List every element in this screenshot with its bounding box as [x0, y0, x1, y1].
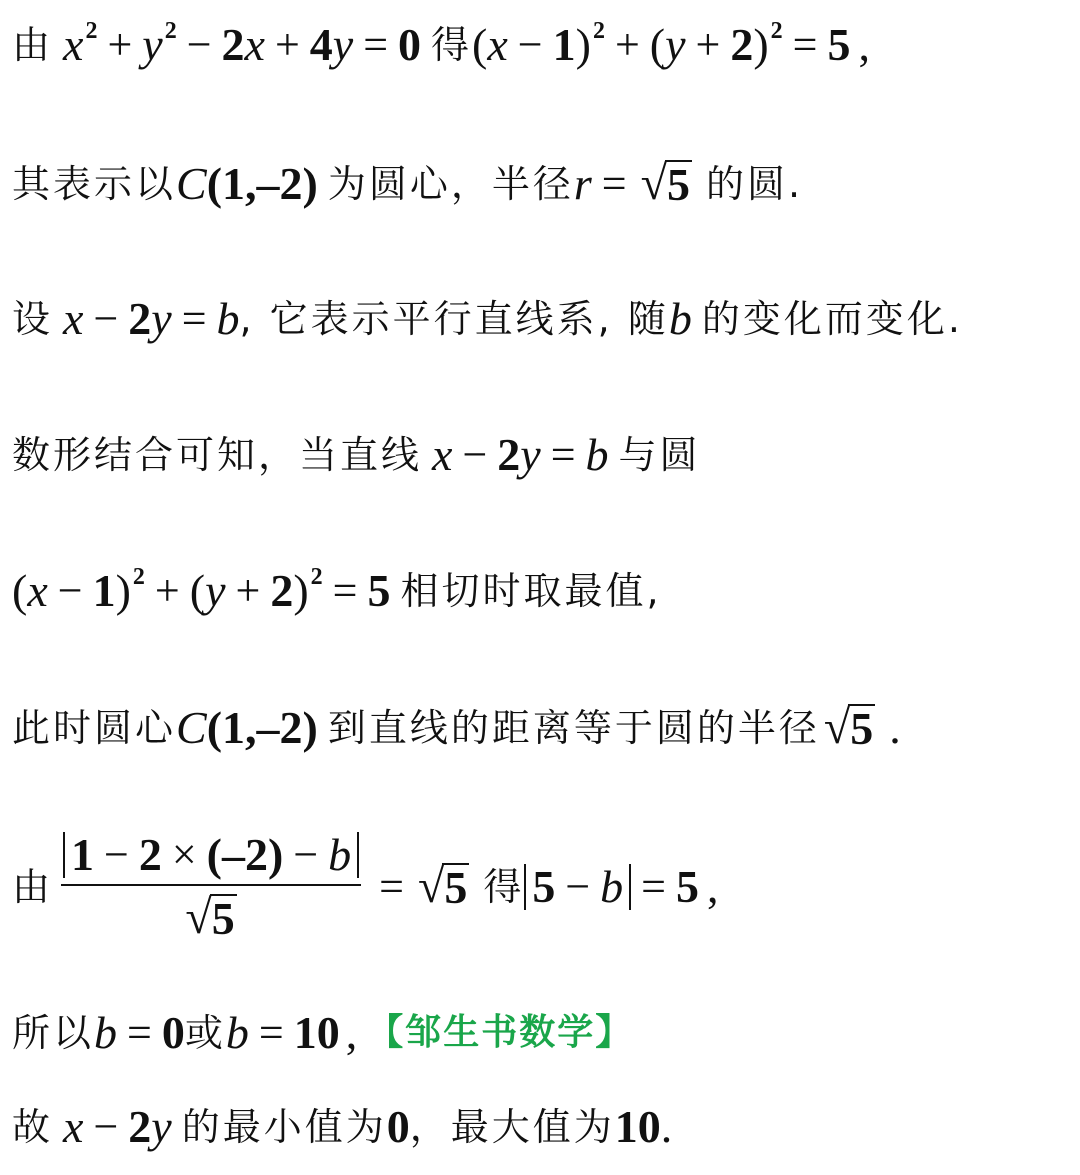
comma: , — [245, 702, 257, 753]
line-6 — [12, 701, 901, 754]
op-minus: − — [93, 294, 119, 343]
comma: , — [858, 19, 870, 70]
var-x: x — [63, 19, 84, 70]
op-minus: − — [57, 566, 83, 615]
text-you: 由 — [12, 865, 54, 909]
comma: , — [245, 158, 257, 209]
paren-open: ( — [472, 19, 488, 70]
var-x: x — [244, 19, 265, 70]
num-2: 2 — [221, 19, 245, 70]
op-minus: − — [104, 830, 129, 879]
sqrt-5 — [417, 860, 469, 913]
op-eq: = — [363, 20, 389, 69]
line-7 — [12, 829, 719, 944]
line-3 — [12, 293, 963, 344]
sqrt-5 — [640, 157, 692, 210]
num-2: 2 — [497, 429, 521, 480]
var-x: x — [63, 1101, 84, 1152]
num-5: 5 — [850, 703, 874, 754]
num-1: 1 — [92, 565, 116, 616]
text: 所以 — [12, 1011, 95, 1055]
num-1: 1 — [222, 702, 246, 753]
exp: 2 — [132, 564, 145, 590]
num-2: 2 — [128, 293, 152, 344]
exp: 2 — [592, 18, 605, 44]
line-9 — [12, 1101, 673, 1152]
op-eq: = — [601, 159, 627, 208]
op-minus: − — [565, 862, 591, 911]
paren-close: ) — [575, 19, 591, 70]
text: 其表示以 — [12, 162, 177, 206]
text: , 它表示平行直线系, 随 — [239, 297, 669, 341]
var-x: x — [27, 565, 48, 616]
brand-watermark: 【邹生书数学】 — [367, 1012, 634, 1053]
line-5 — [12, 564, 662, 616]
line-8 — [12, 1007, 634, 1058]
num-5: 5 — [367, 565, 391, 616]
num-1: 1 — [71, 829, 95, 880]
num-5: 5 — [827, 19, 851, 70]
var-b: b — [328, 829, 352, 880]
num-0: 0 — [398, 19, 422, 70]
op-plus: + — [695, 20, 721, 69]
var-C: C — [176, 158, 207, 209]
line-4 — [12, 429, 701, 480]
num-0: 0 — [161, 1007, 185, 1058]
op-minus: − — [293, 830, 319, 879]
num-1: 1 — [222, 158, 246, 209]
op-minus: − — [462, 430, 488, 479]
op-eq: = — [641, 862, 666, 911]
op-plus: + — [274, 20, 300, 69]
line-2 — [12, 157, 804, 210]
exp: 2 — [770, 18, 783, 44]
op-times: × — [171, 830, 197, 879]
var-b: b — [668, 293, 692, 344]
num-2: 2 — [138, 829, 162, 880]
var-b: b — [216, 293, 240, 344]
var-x: x — [487, 19, 508, 70]
num-0: 0 — [386, 1101, 410, 1152]
var-y: y — [520, 429, 541, 480]
var-x: x — [63, 293, 84, 344]
var-y: y — [151, 293, 172, 344]
op-minus: − — [186, 20, 212, 69]
op-plus: + — [614, 20, 640, 69]
paren-open: ( — [649, 19, 666, 70]
num-5: 5 — [532, 861, 556, 912]
radical-sign: √ — [417, 860, 445, 913]
text-de: 得 — [483, 865, 525, 909]
text: 设 — [12, 297, 54, 341]
absolute-value — [524, 861, 631, 912]
op-eq: = — [379, 862, 404, 911]
text: 与圆 — [618, 433, 701, 477]
op-minus: − — [517, 20, 543, 69]
num-5: 5 — [675, 861, 699, 912]
num-2: 2 — [730, 19, 754, 70]
op-eq: = — [127, 1008, 152, 1057]
text: ，最大值为 — [409, 1105, 615, 1149]
text: 相切时取最值, — [400, 569, 662, 613]
comma: , — [345, 1007, 358, 1058]
text: 数形结合可知，当直线 — [12, 433, 423, 477]
numerator — [61, 829, 361, 884]
radical-sign: √ — [640, 157, 667, 210]
sqrt-5 — [185, 891, 236, 944]
op-plus: + — [154, 566, 180, 615]
denominator — [61, 884, 361, 942]
var-y: y — [205, 565, 226, 616]
num-neg2: –2 — [256, 158, 303, 209]
paren-open: ( — [189, 565, 206, 616]
exp: 2 — [164, 18, 177, 44]
paren-open: ( — [12, 565, 28, 616]
text-you: 由 — [12, 23, 54, 67]
num-2: 2 — [270, 565, 294, 616]
var-y: y — [665, 19, 686, 70]
var-b: b — [225, 1007, 249, 1058]
text: 的变化而变化. — [701, 297, 963, 341]
period: . — [889, 702, 901, 753]
op-minus: − — [93, 1102, 119, 1151]
text: 为圆心，半径 — [327, 162, 574, 206]
var-C: C — [176, 702, 207, 753]
text-de: 得 — [431, 23, 473, 67]
comma: , — [706, 861, 719, 912]
var-y: y — [142, 19, 163, 70]
radical-sign: √ — [185, 891, 212, 944]
op-eq: = — [792, 20, 818, 69]
paren-close: ) — [302, 158, 318, 209]
paren-close: ) — [302, 702, 318, 753]
absolute-value — [63, 829, 359, 880]
var-y: y — [151, 1101, 172, 1152]
num-4: 4 — [309, 19, 333, 70]
paren-close: ) — [753, 19, 769, 70]
exp: 2 — [310, 564, 323, 590]
num-1: 1 — [552, 19, 576, 70]
text: 的圆. — [705, 162, 804, 206]
paren-open: ( — [206, 158, 223, 209]
var-b: b — [600, 861, 624, 912]
num-10: 10 — [293, 1007, 340, 1058]
period: . — [660, 1101, 673, 1152]
text: 的最小值为 — [181, 1105, 387, 1149]
text: 此时圆心 — [12, 706, 177, 750]
text: 到直线的距离等于圆的半径 — [327, 706, 820, 750]
op-eq: = — [332, 566, 358, 615]
num-5: 5 — [211, 893, 235, 944]
op-plus: + — [235, 566, 261, 615]
num-5: 5 — [444, 862, 468, 913]
var-x: x — [432, 429, 453, 480]
line-1 — [12, 18, 870, 70]
exp: 2 — [85, 18, 98, 44]
var-b: b — [585, 429, 609, 480]
op-eq: = — [550, 430, 576, 479]
var-b: b — [94, 1007, 118, 1058]
paren-open: ( — [206, 702, 223, 753]
op-plus: + — [107, 20, 133, 69]
radical-sign: √ — [823, 701, 851, 754]
fraction — [61, 829, 361, 944]
num-neg2: –2 — [256, 702, 303, 753]
num-2: 2 — [128, 1101, 152, 1152]
num-10: 10 — [614, 1101, 661, 1152]
var-r: r — [573, 158, 592, 209]
op-eq: = — [258, 1008, 284, 1057]
paren-close: ) — [293, 565, 309, 616]
paren-close: ) — [115, 565, 131, 616]
num-negp2: (–2) — [206, 829, 284, 880]
sqrt-5 — [823, 701, 875, 754]
num-5: 5 — [666, 159, 690, 210]
op-eq: = — [181, 294, 207, 343]
text-or: 或 — [184, 1011, 226, 1055]
var-y: y — [332, 19, 354, 70]
text: 故 — [12, 1105, 54, 1149]
